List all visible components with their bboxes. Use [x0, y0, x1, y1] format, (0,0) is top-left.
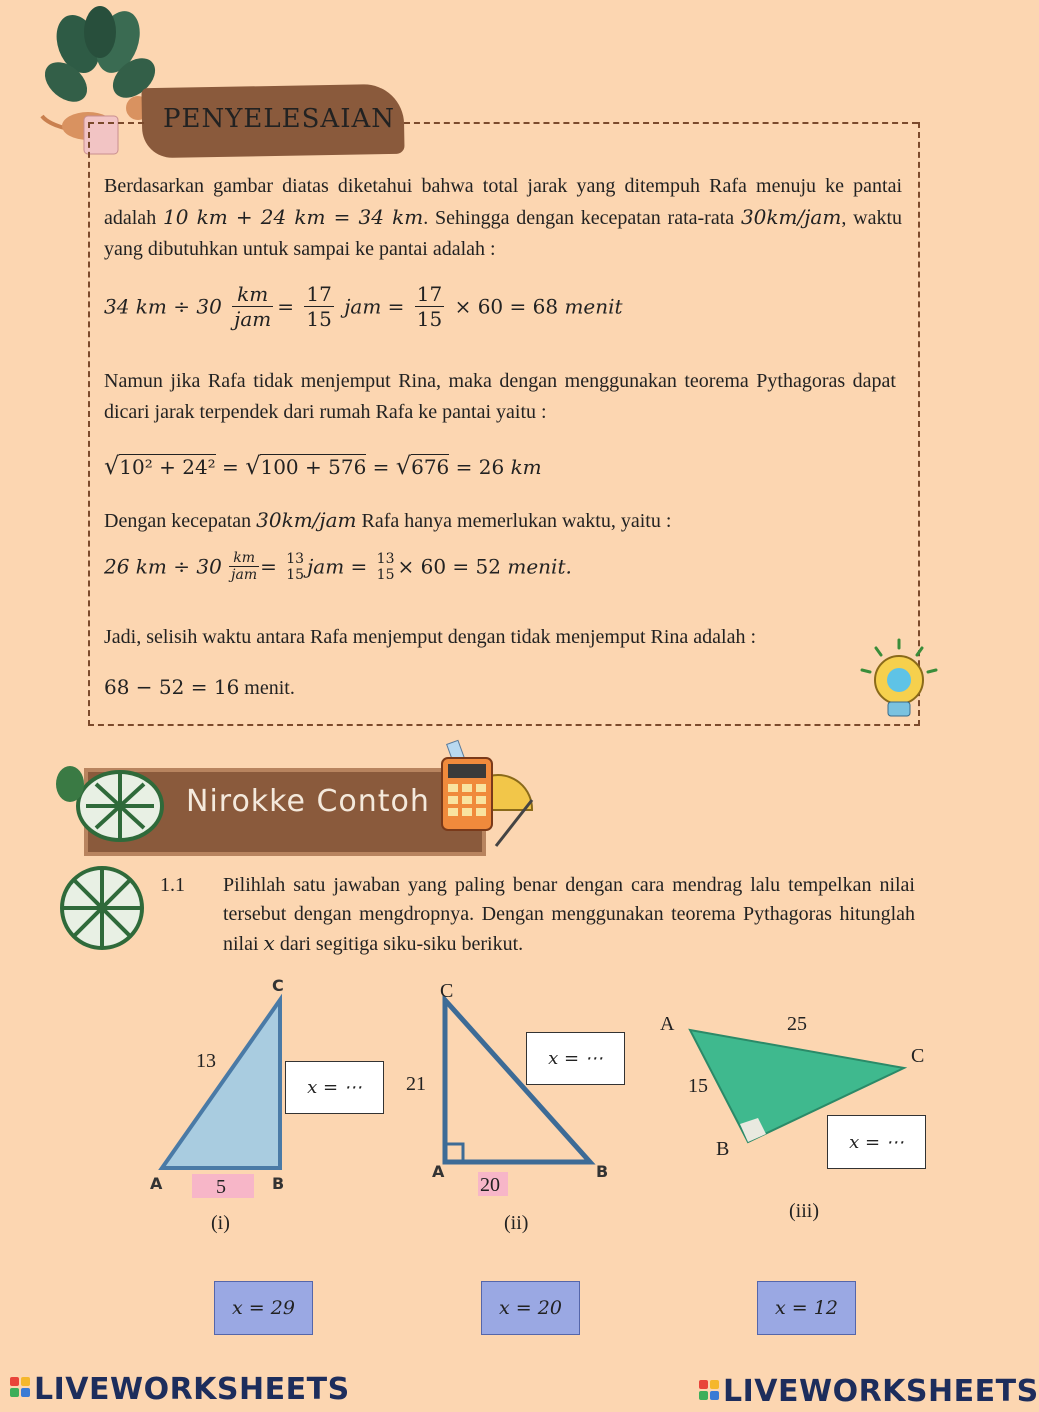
p1-speed: 30km/jam [740, 205, 842, 229]
solution-final-answer [104, 672, 295, 704]
eq3-jam: jam = [307, 554, 368, 579]
t3-label-c: C [911, 1045, 925, 1067]
t2-label-b: B [596, 1162, 609, 1181]
solution-paragraph-4: Jadi, selisih waktu antara Rafa menjemput dengan tidak menjemput Rina adalah : [104, 626, 757, 648]
t3-label-a: A [660, 1013, 675, 1035]
eq2-unit: km [510, 455, 542, 479]
final-equation: 68 − 52 = 16 [104, 675, 240, 699]
contoh-title: Nirokke Contoh [186, 784, 430, 819]
liveworksheets-brand-right[interactable]: LIVEWORKSHEETS [723, 1374, 1039, 1409]
solution-paragraph-1 [104, 171, 902, 265]
t1-caption: (i) [211, 1212, 230, 1234]
t2-side-label: 21 [406, 1073, 426, 1095]
p1-text-a: Berdasarkan gambar diatas diketahui bahwa total jarak yang ditempuh Rafa menuju ke pantai adalah [104, 175, 902, 229]
solution-box-top-border [404, 122, 918, 124]
eq2-eq-b: = [366, 455, 396, 479]
eq3-frac-km-jam: $\frac{km}{\text{jam}}$ [231, 550, 258, 583]
p1-equation: 10 km + 24 km = 34 km [163, 205, 424, 229]
question-text-b: dari segitiga siku-siku berikut. [274, 933, 524, 955]
p3-text-b: Rafa hanya memerlukan waktu, yaitu : [356, 510, 672, 532]
t3-left-label: 15 [688, 1075, 708, 1097]
eq1-jam: jam = [344, 294, 405, 319]
t1-label-b: B [272, 1174, 285, 1193]
sqrt-arg-1: 10² + 24² [119, 455, 216, 479]
eq1-left: 34 km ÷ 30 [104, 294, 222, 319]
drag-option-1[interactable]: x = 29 [214, 1281, 313, 1335]
monstera-leaf-decoration [50, 760, 170, 954]
liveworksheets-logo-icon-left [10, 1377, 30, 1397]
solution-paragraph-2: Namun jika Rafa tidak menjemput Rina, maka dengan menggunakan teorema Pythagoras dapat dicari jarak terpendek dari rumah Rafa ke pantai yaitu : [104, 370, 896, 423]
eq1-frac-km-jam: $\frac{km}{\text{jam}}$ [234, 282, 272, 331]
sqrt-arg-3: 676 [411, 455, 450, 479]
final-unit: menit. [239, 677, 295, 699]
eq3-unit: menit. [507, 554, 572, 579]
t1-hypotenuse-label: 13 [196, 1050, 216, 1072]
liveworksheets-logo-icon-right [699, 1380, 719, 1400]
t1-label-c: C [272, 976, 284, 995]
question-number: 1.1 [160, 874, 185, 896]
calculator-ruler-icon [436, 736, 540, 858]
eq1-frac-17-15: $\frac{17}{15}$ [306, 282, 332, 331]
eq3-frac-13-15: 13 15 [286, 550, 305, 583]
eq3-left: 26 km ÷ 30 [104, 554, 222, 579]
t1-label-a: A [150, 1174, 163, 1193]
t2-caption: (ii) [504, 1212, 529, 1234]
equation-time-1 [104, 282, 623, 331]
eq2-result: = 26 [449, 455, 511, 479]
t3-label-b: B [716, 1138, 730, 1160]
lightbulb-icon [856, 636, 942, 724]
liveworksheets-brand-left[interactable]: LIVEWORKSHEETS [34, 1372, 350, 1407]
eq1-unit: menit [564, 294, 623, 319]
penyelesaian-title: PENYELESAIAN [163, 104, 395, 134]
t1-base-label: 5 [216, 1176, 226, 1198]
p3-speed: 30km/jam [256, 508, 357, 532]
equation-pythagoras: √10² + 24² = √100 + 576 = √676 = 26 km [104, 452, 542, 480]
solution-box-left-top [88, 122, 144, 124]
t2-label-a: A [432, 1162, 445, 1181]
sqrt-arg-2: 100 + 576 [260, 455, 367, 479]
eq3-result: × 60 = 52 [397, 554, 501, 579]
p1-text-c: , waktu yang dibutuhkan untuk sampai ke pantai adalah : [104, 207, 903, 260]
drag-option-2[interactable]: x = 20 [481, 1281, 580, 1335]
eq1-equals: = [277, 294, 295, 319]
p3-text-a: Dengan kecepatan [104, 510, 257, 532]
eq2-eq-a: = [215, 455, 246, 479]
t3-answer-drop-zone[interactable]: x = ⋯ [827, 1115, 926, 1169]
eq1-frac-17-15-b: $\frac{17}{15}$ [416, 282, 443, 331]
solution-paragraph-3 [104, 505, 902, 537]
t2-base-label: 20 [480, 1174, 500, 1196]
equation-time-2 [104, 550, 572, 583]
t1-answer-drop-zone[interactable]: x = ⋯ [285, 1061, 384, 1114]
eq3-equals: = [260, 554, 277, 579]
t3-caption: (iii) [789, 1200, 819, 1222]
p1-text-b: . Sehingga dengan kecepatan rata-rata [423, 207, 741, 229]
eq3-frac-13-15-b: 13 15 [376, 550, 395, 583]
t2-label-c: C [440, 980, 454, 1002]
eq1-result: × 60 = 68 [454, 294, 559, 319]
drag-option-3[interactable]: x = 12 [757, 1281, 856, 1335]
question-text-a: Pilihlah satu jawaban yang paling benar dengan cara mendrag lalu tempelkan nilai tersebut dengan mengdropnya. Dengan menggunakan teorema Pythagoras hitunglah nilai [223, 874, 915, 955]
triangle-i [150, 990, 290, 1180]
question-variable: x [263, 931, 275, 955]
t3-top-label: 25 [787, 1013, 807, 1035]
question-text [223, 871, 915, 959]
t2-answer-drop-zone[interactable]: x = ⋯ [526, 1032, 625, 1085]
